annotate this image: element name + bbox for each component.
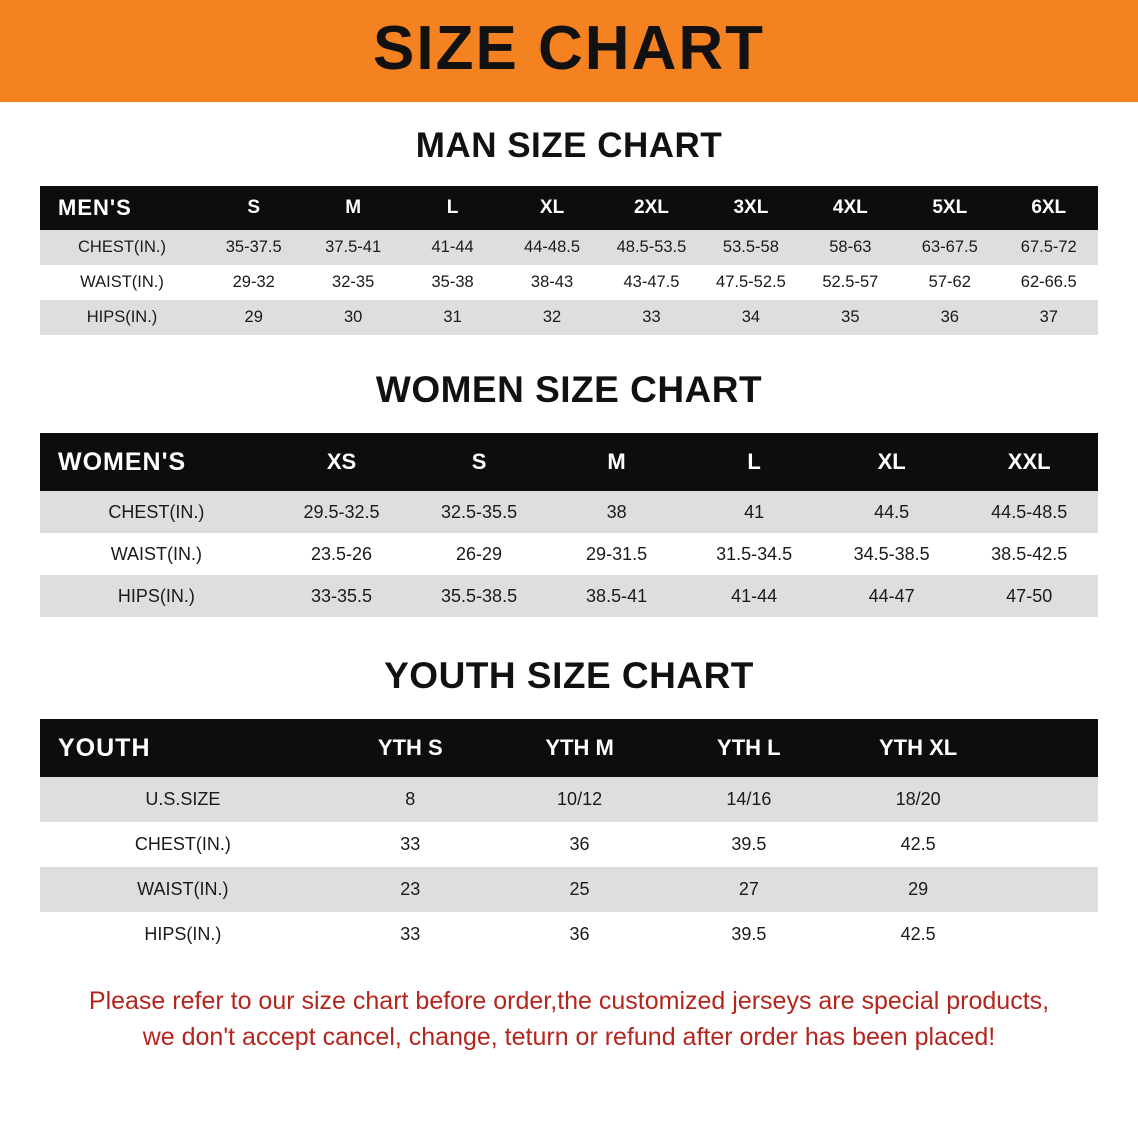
women-table-wrap (0, 433, 1138, 617)
table-cell: 62-66.5 (1000, 265, 1099, 300)
women-corner-label: WOMEN'S (58, 447, 187, 476)
table-header-row (40, 719, 1098, 777)
table-cell: 32.5-35.5 (410, 491, 548, 533)
table-cell: 36 (495, 822, 664, 867)
women-col-header: S (471, 449, 487, 474)
policy-note-line-2: we don't accept cancel, change, teturn or refund after order has been placed! (142, 1023, 996, 1052)
table-cell: 32-35 (303, 265, 402, 300)
table-row (40, 912, 1098, 957)
table-cell: 29.5-32.5 (273, 491, 411, 533)
table-cell: 14/16 (664, 777, 833, 822)
table-cell: 31 (403, 300, 502, 335)
man-size-table (40, 186, 1098, 335)
page-banner (0, 0, 1138, 102)
table-cell: 53.5-58 (701, 230, 800, 265)
women-col-header: XS (326, 449, 357, 474)
page-title: SIZE CHART (373, 14, 765, 83)
man-col-header: XL (539, 197, 565, 218)
youth-size-table (40, 719, 1098, 957)
table-cell: 27 (664, 867, 833, 912)
man-col-header: L (446, 197, 459, 218)
youth-row-label: WAIST(IN.) (40, 867, 326, 912)
table-cell: 23 (326, 867, 495, 912)
table-row (40, 230, 1098, 265)
table-header-row (40, 433, 1098, 491)
table-cell: 29-32 (204, 265, 303, 300)
table-cell: 39.5 (664, 822, 833, 867)
man-col-header: 5XL (932, 197, 968, 218)
youth-section-heading: YOUTH SIZE CHART (384, 655, 754, 696)
table-cell: 34.5-38.5 (823, 533, 961, 575)
youth-row-label: CHEST(IN.) (40, 822, 326, 867)
table-cell: 37.5-41 (303, 230, 402, 265)
youth-row-label: U.S.SIZE (40, 777, 326, 822)
table-cell: 37 (1000, 300, 1099, 335)
table-cell: 41-44 (403, 230, 502, 265)
table-cell: 33 (326, 912, 495, 957)
table-cell: 41-44 (685, 575, 823, 617)
table-cell: 39.5 (664, 912, 833, 957)
table-cell: 44.5-48.5 (960, 491, 1098, 533)
table-cell: 67.5-72 (1000, 230, 1099, 265)
table-cell: 38-43 (502, 265, 601, 300)
table-row (40, 300, 1098, 335)
table-cell: 26-29 (410, 533, 548, 575)
man-section-heading: MAN SIZE CHART (415, 126, 723, 165)
table-cell: 47-50 (960, 575, 1098, 617)
women-col-header: M (607, 449, 626, 474)
policy-note-line-1: Please refer to our size chart before order,the customized jerseys are special products, (88, 987, 1050, 1015)
table-cell: 18/20 (833, 777, 1002, 822)
table-cell: 35-37.5 (204, 230, 303, 265)
table-cell: 36 (900, 300, 999, 335)
women-size-table (40, 433, 1098, 617)
man-col-header: S (247, 197, 261, 218)
man-col-header: 2XL (634, 197, 669, 218)
table-cell: 44-48.5 (502, 230, 601, 265)
table-cell-spacer (1003, 912, 1098, 957)
table-cell-spacer (1003, 867, 1098, 912)
table-cell: 33 (602, 300, 701, 335)
youth-row-label: HIPS(IN.) (40, 912, 326, 957)
table-cell: 25 (495, 867, 664, 912)
table-cell: 23.5-26 (273, 533, 411, 575)
table-row (40, 822, 1098, 867)
women-row-label: HIPS(IN.) (40, 575, 273, 617)
table-cell: 38.5-41 (548, 575, 686, 617)
youth-table-wrap (0, 719, 1138, 957)
women-col-header: XL (877, 449, 906, 474)
table-row (40, 265, 1098, 300)
table-cell: 29-31.5 (548, 533, 686, 575)
table-row (40, 575, 1098, 617)
table-row (40, 491, 1098, 533)
women-row-label: CHEST(IN.) (40, 491, 273, 533)
table-cell: 63-67.5 (900, 230, 999, 265)
women-row-label: WAIST(IN.) (40, 533, 273, 575)
table-cell: 42.5 (833, 822, 1002, 867)
table-cell: 10/12 (495, 777, 664, 822)
table-cell: 33 (326, 822, 495, 867)
man-col-header: 6XL (1031, 197, 1067, 218)
man-col-header: M (345, 197, 362, 218)
table-cell: 48.5-53.5 (602, 230, 701, 265)
table-cell: 38.5-42.5 (960, 533, 1098, 575)
man-col-header: 3XL (733, 197, 769, 218)
table-cell: 29 (833, 867, 1002, 912)
table-cell: 35.5-38.5 (410, 575, 548, 617)
youth-col-header: YTH L (717, 735, 781, 760)
table-cell-spacer (1003, 777, 1098, 822)
table-cell: 36 (495, 912, 664, 957)
man-row-label: HIPS(IN.) (40, 300, 204, 335)
women-section-heading: WOMEN SIZE CHART (375, 369, 763, 410)
table-cell: 35 (801, 300, 900, 335)
table-cell: 38 (548, 491, 686, 533)
table-cell: 34 (701, 300, 800, 335)
man-corner-label: MEN'S (58, 195, 132, 220)
table-cell: 42.5 (833, 912, 1002, 957)
table-cell: 41 (685, 491, 823, 533)
table-cell: 30 (303, 300, 402, 335)
table-cell: 52.5-57 (801, 265, 900, 300)
table-row (40, 777, 1098, 822)
table-header-row (40, 186, 1098, 230)
youth-col-header-spacer (1003, 719, 1098, 777)
table-cell: 32 (502, 300, 601, 335)
table-cell: 44.5 (823, 491, 961, 533)
man-col-header: 4XL (832, 197, 868, 218)
table-cell-spacer (1003, 822, 1098, 867)
table-cell: 31.5-34.5 (685, 533, 823, 575)
youth-col-header: YTH XL (878, 735, 958, 760)
youth-col-header: YTH M (545, 735, 614, 760)
table-cell: 58-63 (801, 230, 900, 265)
table-row (40, 867, 1098, 912)
table-cell: 47.5-52.5 (701, 265, 800, 300)
man-table-wrap (0, 186, 1138, 335)
youth-corner-label: YOUTH (58, 733, 151, 762)
women-col-header: L (747, 449, 761, 474)
table-cell: 8 (326, 777, 495, 822)
table-cell: 29 (204, 300, 303, 335)
table-cell: 43-47.5 (602, 265, 701, 300)
table-cell: 44-47 (823, 575, 961, 617)
table-cell: 35-38 (403, 265, 502, 300)
youth-col-header: YTH S (377, 735, 443, 760)
policy-note (36, 983, 1102, 1056)
table-cell: 33-35.5 (273, 575, 411, 617)
man-row-label: WAIST(IN.) (40, 265, 204, 300)
table-cell: 57-62 (900, 265, 999, 300)
women-col-header: XXL (1007, 449, 1051, 474)
table-row (40, 533, 1098, 575)
man-row-label: CHEST(IN.) (40, 230, 204, 265)
